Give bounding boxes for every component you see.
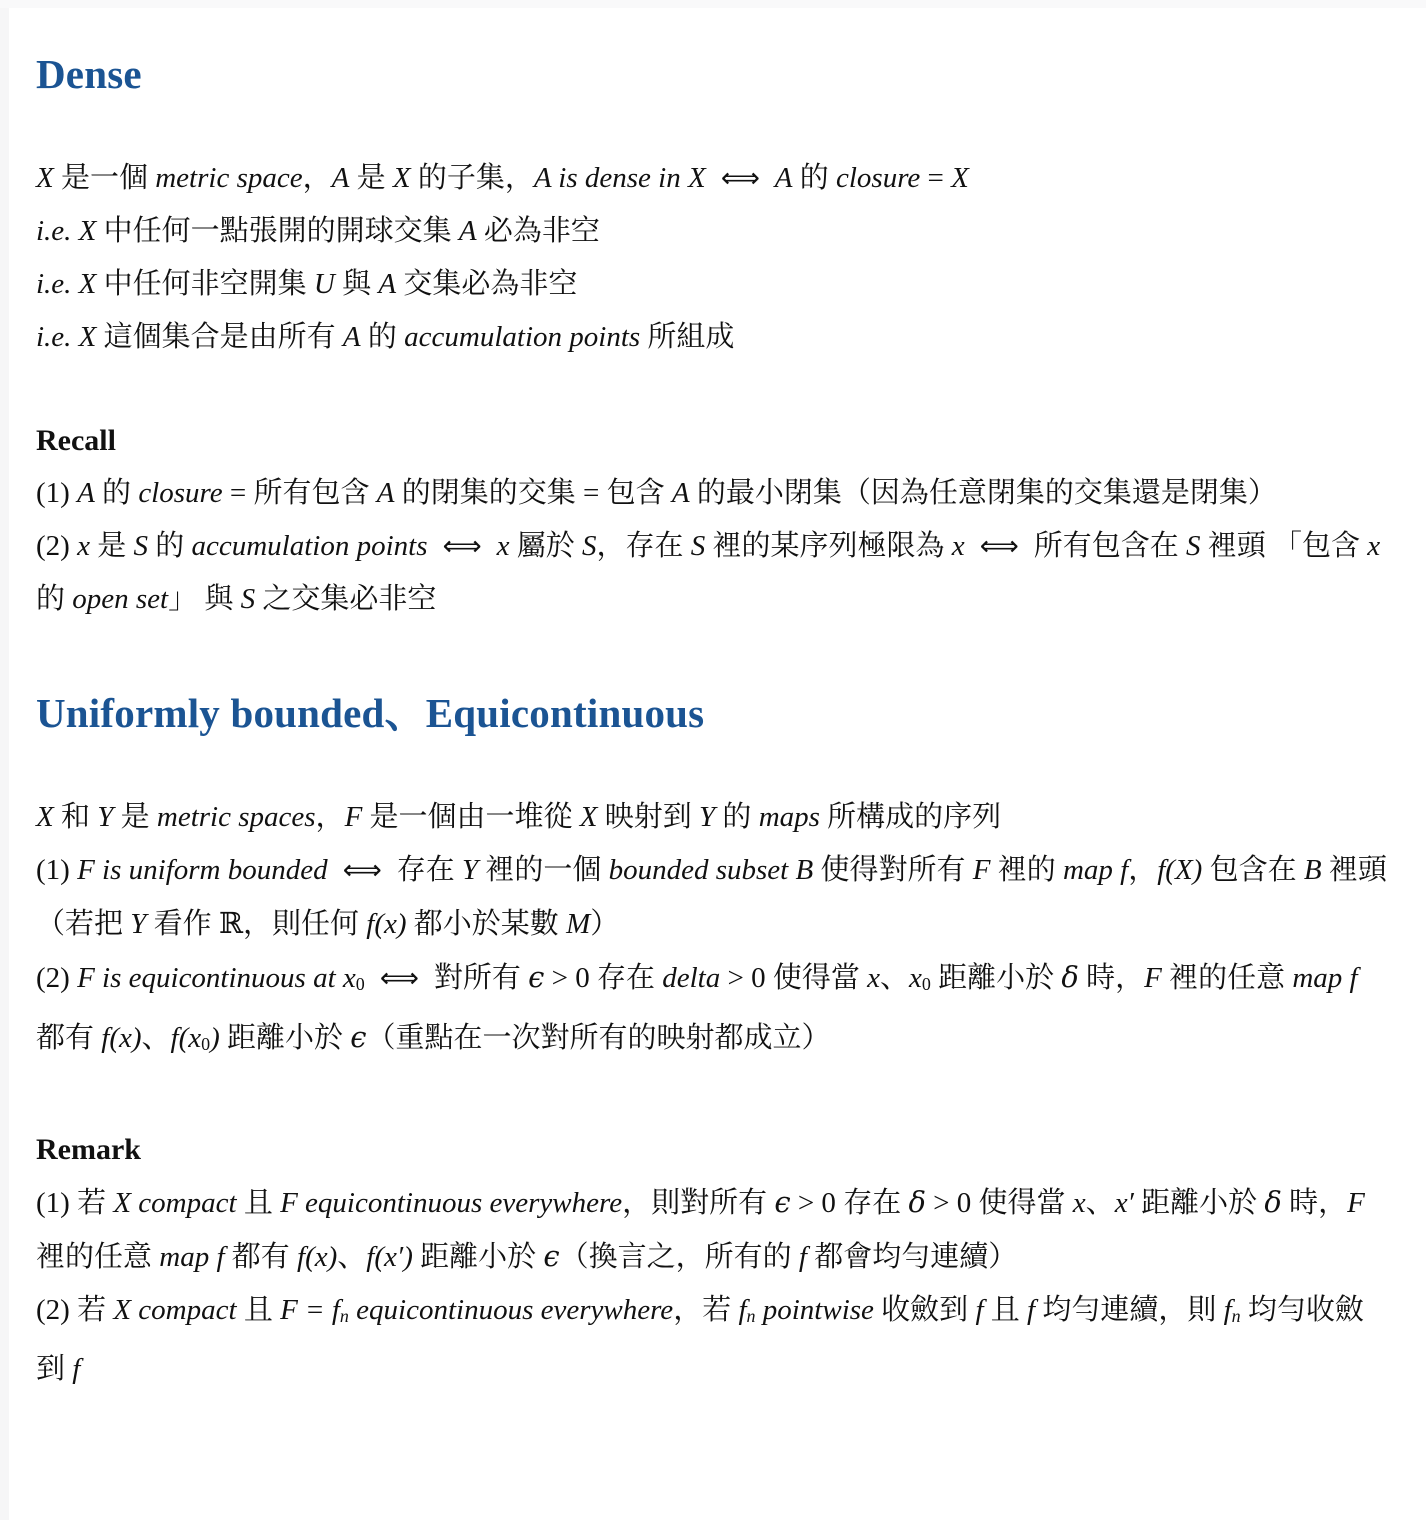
section-heading-dense: Dense: [36, 51, 142, 97]
remark-item-1: (1) 若 X compact 且 F equicontinuous everywhere，則對所有 ϵ > 0 存在 δ > 0 使得當 x、x′ 距離小於 δ 時，F 裡的任意 map f 都有 f(x)、f(x′) 距離小於 ϵ（換言之，所有的 f 都會均勻連續）: [36, 1184, 1365, 1273]
recall-item-1: (1) A 的 closure = 所有包含 A 的閉集的交集 = 包含 A 的最小閉集（因為任意閉集的交集還是閉集）: [36, 477, 1277, 509]
uniform-block: [36, 791, 1390, 1071]
remark-item-2: (2) 若 X compact 且 F = fn equicontinuous everywhere，若 fn pointwise 收斂到 f 且 f 均勻連續，則 fn 均勻收斂到 f: [36, 1293, 1364, 1385]
subheading-remark: Remark: [36, 1132, 141, 1166]
uniform-item-1: (1) F is uniform bounded ⟺ 存在 Y 裡的一個 bounded subset B 使得對所有 F 裡的 map f，f(X) 包含在 B 裡頭 （若把 Y 看作 ℝ，則任何 f(x) 都小於某數 M）: [36, 854, 1387, 940]
section-heading-uniformly-bounded: Uniformly bounded、Equicontinuous: [36, 690, 705, 736]
dense-line-2: i.e. X 中任何一點張開的開球交集 A 必為非空: [36, 215, 600, 247]
uniform-item-2: (2) F is equicontinuous at x0 ⟺ 對所有 ϵ > 0 存在 delta > 0 使得當 x、x0 距離小於 δ 時，F 裡的任意 map f 都有 f(x)、f(x0) 距離小於 ϵ（重點在一次對所有的映射都成立）: [36, 960, 1358, 1054]
remark-block: [36, 1123, 1390, 1396]
dense-line-3: i.e. X 中任何非空開集 U 與 A 交集必為非空: [36, 268, 578, 300]
dense-line-1: X 是一個 metric space，A 是 X 的子集，A is dense in X ⟺ A 的 closure = X: [36, 162, 969, 194]
subheading-recall: Recall: [36, 424, 116, 457]
uniform-intro: X 和 Y 是 metric spaces，F 是一個由一堆從 X 映射到 Y 的 maps 所構成的序列: [36, 801, 1002, 833]
recall-block: [36, 414, 1390, 626]
dense-definition-block: [36, 152, 1390, 364]
recall-item-2: (2) x 是 S 的 accumulation points ⟺ x 屬於 S，存在 S 裡的某序列極限為 x ⟺ 所有包含在 S 裡頭 「包含 x 的 open set」 與 S 之交集必非空: [36, 530, 1381, 615]
dense-line-4: i.e. X 這個集合是由所有 A 的 accumulation points 所組成: [36, 321, 735, 353]
